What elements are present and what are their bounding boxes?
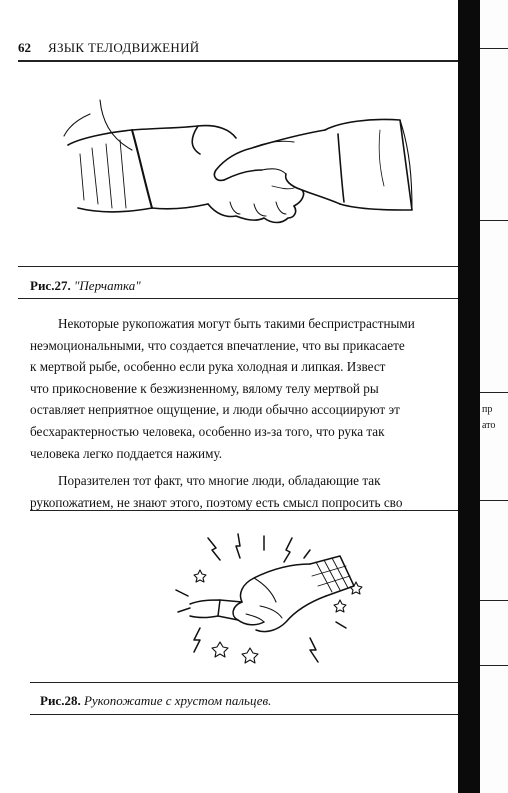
figure-28-caption	[40, 693, 271, 709]
paragraph-1	[30, 313, 488, 464]
figure-27-number: Рис.27.	[30, 278, 71, 293]
text-line: Поразителен тот факт, что многие люди, обладающие так	[58, 473, 381, 489]
header-rule	[18, 60, 458, 62]
caption-27-rule	[18, 298, 458, 299]
adjacent-rule	[480, 220, 508, 221]
text-line: человека легко поддается нажиму.	[30, 445, 223, 461]
adjacent-text: пр	[482, 404, 493, 415]
text-line: бесхарактерностью человека, особенно из-за того, что рука так	[30, 423, 385, 439]
adjacent-rule	[480, 500, 508, 501]
page-header	[18, 40, 460, 58]
figure-28-illustration	[160, 530, 380, 670]
figure-27-caption	[30, 278, 141, 294]
figure-28-rule	[30, 682, 458, 683]
adjacent-rule	[480, 600, 508, 601]
adjacent-text: ато	[482, 420, 496, 431]
text-line: оставляет неприятное ощущение, и люди обычно ассоциируют эт	[30, 402, 400, 418]
text-line: Некоторые рукопожатия могут быть такими беспристрастными	[58, 316, 415, 331]
figure-27-rule	[18, 266, 458, 267]
running-title: ЯЗЫК ТЕЛОДВИЖЕНИЙ	[48, 40, 200, 55]
figure-28-number: Рис.28.	[40, 693, 81, 708]
body-bottom-rule	[30, 510, 458, 511]
figure-28-title: Рукопожатие с хрустом пальцев.	[83, 693, 272, 708]
figure-27-illustration	[40, 90, 460, 250]
page-gutter-shadow	[458, 0, 480, 793]
text-line: что прикосновение к безжизненному, вялому телу мертвой ры	[30, 380, 379, 396]
adjacent-rule	[480, 48, 508, 49]
adjacent-page-fragment	[480, 0, 508, 793]
page-number: 62	[18, 40, 31, 55]
text-line: к мертвой рыбе, особенно если рука холодная и липкая. Извест	[30, 359, 386, 375]
text-line: неэмоциональными, что создается впечатление, что вы прикасаете	[30, 337, 405, 353]
body-text	[30, 313, 488, 513]
adjacent-rule	[480, 392, 508, 393]
caption-28-rule	[30, 714, 458, 715]
paragraph-2	[30, 470, 488, 513]
adjacent-rule	[480, 665, 508, 666]
text-line: рукопожатием, не знают этого, поэтому есть смысл попросить сво	[30, 494, 403, 510]
figure-27-title: "Перчатка"	[73, 278, 141, 293]
